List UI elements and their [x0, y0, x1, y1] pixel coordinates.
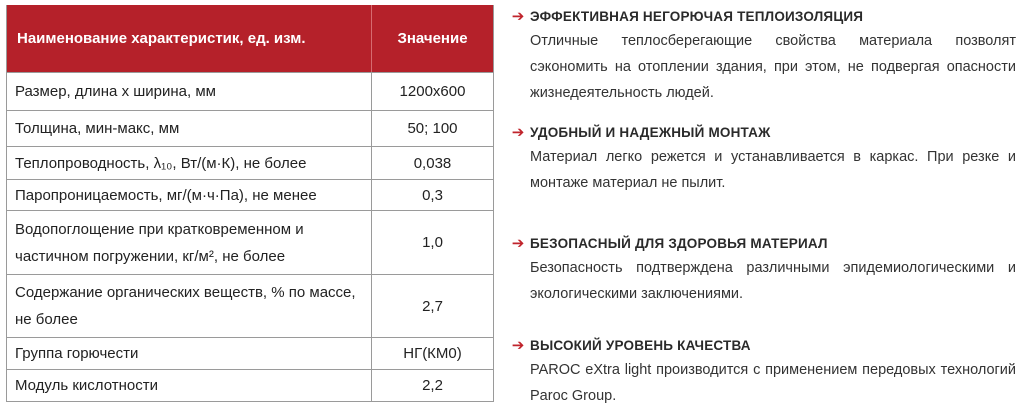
table-header: [7, 5, 493, 72]
feature-title: БЕЗОПАСНЫЙ ДЛЯ ЗДОРОВЬЯ МАТЕРИАЛ: [530, 235, 828, 251]
table-row: [7, 110, 493, 146]
characteristics-table: [6, 5, 494, 402]
header-value: Значение: [397, 30, 468, 47]
arrow-right-icon: ➔: [511, 235, 525, 252]
row-value: 1,0: [422, 234, 443, 251]
row-name: Паропроницаемость, мг/(м·ч·Па), не менее: [7, 180, 372, 210]
table-row: [7, 179, 493, 210]
row-value: НГ(КМ0): [403, 345, 462, 362]
table-row: [7, 146, 493, 179]
row-name: Толщина, мин-макс, мм: [7, 111, 372, 146]
feature-text: Отличные теплосберегающие свойства материала позволят сэкономить на отоплении здания, при этом, не подвергая опасности жизнедеятельность людей.: [530, 33, 1016, 101]
table-row: [7, 72, 493, 110]
arrow-right-icon: ➔: [511, 8, 525, 25]
row-name: Теплопроводность, λ₁₀, Вт/(м·К), не более: [7, 147, 372, 179]
row-value: 50; 100: [407, 120, 458, 137]
row-value: 1200х600: [399, 83, 466, 100]
row-name: Модуль кислотности: [7, 370, 372, 401]
feature-item: [506, 122, 1016, 196]
feature-item: [506, 335, 1016, 409]
row-name: Размер, длина х ширина, мм: [7, 73, 372, 110]
feature-title: ВЫСОКИЙ УРОВЕНЬ КАЧЕСТВА: [530, 337, 751, 353]
feature-item: [506, 233, 1016, 307]
feature-text: Безопасность подтверждена различными эпидемиологическими и экологическими заключениями.: [530, 260, 1016, 302]
row-value: 2,2: [422, 377, 443, 394]
row-name: Водопоглощение при кратковременном и частичном погружении, кг/м², не более: [7, 211, 372, 274]
row-value: 0,038: [413, 154, 452, 172]
row-value: 2,7: [422, 297, 443, 315]
table-row: [7, 210, 493, 274]
arrow-right-icon: ➔: [511, 337, 525, 354]
row-value: 0,3: [422, 186, 443, 204]
feature-text: PAROC eXtra light производится с применением передовых технологий Paroc Group.: [530, 362, 1016, 404]
row-name: Группа горючести: [7, 338, 372, 369]
table-row: [7, 369, 493, 401]
feature-text: Материал легко режется и устанавливается в каркас. При резке и монтаже материал не пылит.: [530, 149, 1016, 191]
header-name: Наименование характеристик, ед. изм.: [7, 5, 372, 72]
feature-title: УДОБНЫЙ И НАДЕЖНЫЙ МОНТАЖ: [530, 124, 771, 140]
feature-title: ЭФФЕКТИВНАЯ НЕГОРЮЧАЯ ТЕПЛОИЗОЛЯЦИЯ: [530, 8, 864, 24]
arrow-right-icon: ➔: [511, 124, 525, 141]
table-row: [7, 274, 493, 337]
table-row: [7, 337, 493, 369]
feature-item: [506, 6, 1016, 106]
row-name: Содержание органических веществ, % по массе, не более: [7, 275, 372, 337]
